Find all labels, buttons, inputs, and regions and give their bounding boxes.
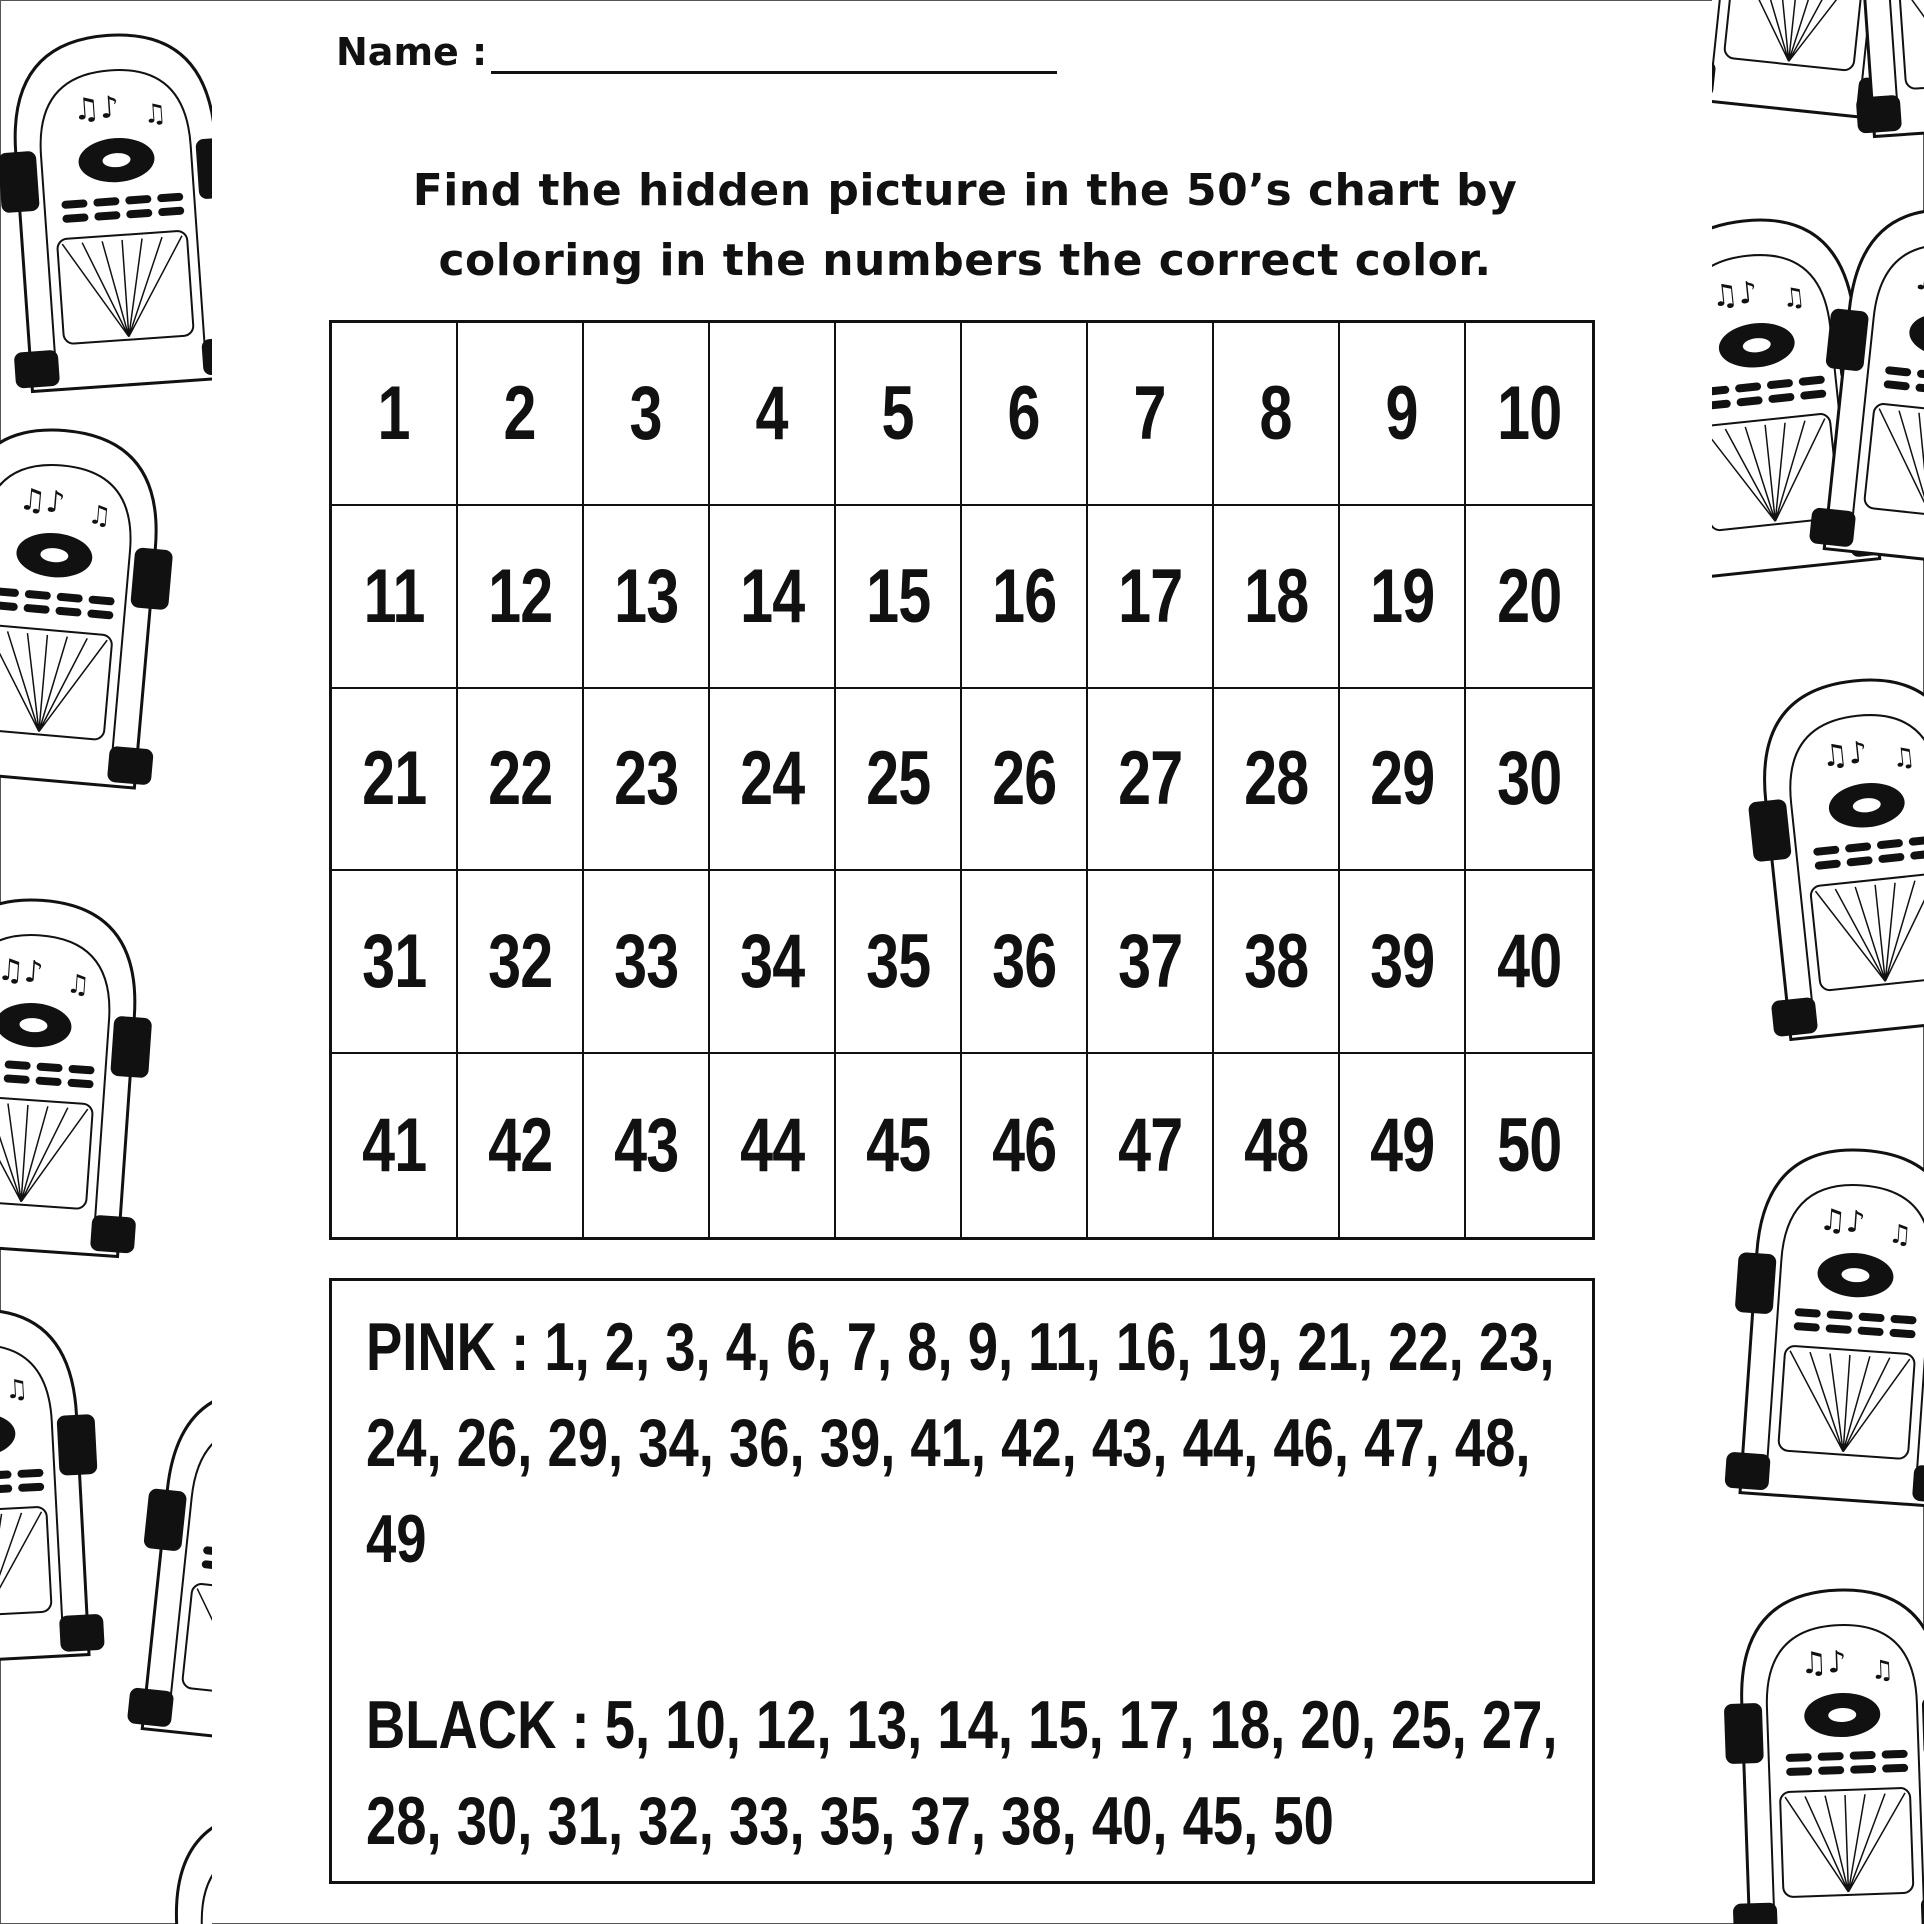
grid-cell-number: 30 bbox=[1496, 736, 1562, 822]
grid-cell[interactable] bbox=[962, 1054, 1088, 1237]
name-label: Name : bbox=[336, 30, 488, 74]
grid-cell[interactable] bbox=[710, 689, 836, 872]
grid-cell[interactable] bbox=[836, 871, 962, 1054]
grid-cell-number: 26 bbox=[991, 736, 1057, 822]
hundreds-chart-grid bbox=[329, 320, 1595, 1240]
grid-cell-number: 44 bbox=[739, 1103, 805, 1189]
grid-cell-number: 9 bbox=[1385, 370, 1419, 456]
grid-cell[interactable] bbox=[1214, 689, 1340, 872]
instructions-text: Find the hidden picture in the 50’s chart by coloring in the numbers the correct color. bbox=[412, 165, 1518, 286]
grid-cell-number: 22 bbox=[487, 736, 553, 822]
grid-cell[interactable] bbox=[1340, 871, 1466, 1054]
grid-cell-number: 16 bbox=[991, 553, 1057, 639]
grid-cell[interactable] bbox=[1340, 506, 1466, 689]
grid-cell-number: 50 bbox=[1496, 1103, 1562, 1189]
jukebox-border-right bbox=[1712, 0, 1924, 1924]
grid-cell[interactable] bbox=[1340, 323, 1466, 506]
grid-cell-number: 15 bbox=[865, 553, 931, 639]
grid-cell[interactable] bbox=[1466, 323, 1592, 506]
name-row bbox=[336, 30, 1057, 74]
grid-cell[interactable] bbox=[584, 871, 710, 1054]
grid-cell-number: 18 bbox=[1243, 553, 1309, 639]
grid-cell[interactable] bbox=[836, 689, 962, 872]
grid-cell-number: 28 bbox=[1243, 736, 1309, 822]
grid-cell[interactable] bbox=[332, 506, 458, 689]
grid-cell[interactable] bbox=[1088, 1054, 1214, 1237]
pink-key: PINK : 1, 2, 3, 4, 6, 7, 8, 9, 11, 16, 19, 21, 22, 23, 24, 26, 29, 34, 36, 39, 41, 42, 43, 44, 46, 47, 48, 49 bbox=[366, 1309, 1555, 1577]
jukebox-border-left bbox=[0, 0, 212, 1924]
grid-cell[interactable] bbox=[962, 323, 1088, 506]
grid-cell[interactable] bbox=[332, 871, 458, 1054]
grid-cell-number: 4 bbox=[755, 370, 789, 456]
grid-cell-number: 29 bbox=[1369, 736, 1435, 822]
grid-cell[interactable] bbox=[1088, 689, 1214, 872]
grid-cell-number: 1 bbox=[377, 370, 411, 456]
grid-cell[interactable] bbox=[584, 1054, 710, 1237]
grid-cell-number: 5 bbox=[881, 370, 915, 456]
grid-cell[interactable] bbox=[1466, 871, 1592, 1054]
grid-cell-number: 20 bbox=[1496, 553, 1562, 639]
grid-cell[interactable] bbox=[710, 871, 836, 1054]
grid-cell-number: 43 bbox=[613, 1103, 679, 1189]
grid-cell[interactable] bbox=[1088, 323, 1214, 506]
grid-cell-number: 42 bbox=[487, 1103, 553, 1189]
grid-cell-number: 14 bbox=[739, 553, 805, 639]
grid-cell[interactable] bbox=[332, 689, 458, 872]
grid-cell-number: 37 bbox=[1117, 919, 1183, 1005]
grid-cell-number: 45 bbox=[865, 1103, 931, 1189]
grid-cell[interactable] bbox=[962, 506, 1088, 689]
grid-cell-number: 2 bbox=[503, 370, 537, 456]
grid-cell-number: 24 bbox=[739, 736, 805, 822]
grid-cell-number: 31 bbox=[361, 919, 427, 1005]
grid-cell[interactable] bbox=[1214, 1054, 1340, 1237]
grid-cell[interactable] bbox=[1088, 506, 1214, 689]
grid-cell-number: 35 bbox=[865, 919, 931, 1005]
grid-cell-number: 48 bbox=[1243, 1103, 1309, 1189]
grid-cell[interactable] bbox=[1466, 506, 1592, 689]
grid-cell[interactable] bbox=[1088, 871, 1214, 1054]
grid-cell-number: 32 bbox=[487, 919, 553, 1005]
grid-cell-number: 21 bbox=[361, 736, 427, 822]
grid-cell-number: 17 bbox=[1117, 553, 1183, 639]
grid-cell-number: 49 bbox=[1369, 1103, 1435, 1189]
grid-cell-number: 27 bbox=[1117, 736, 1183, 822]
grid-cell[interactable] bbox=[710, 323, 836, 506]
grid-cell[interactable] bbox=[458, 871, 584, 1054]
grid-cell-number: 13 bbox=[613, 553, 679, 639]
grid-cell-number: 8 bbox=[1259, 370, 1293, 456]
grid-cell[interactable] bbox=[1340, 1054, 1466, 1237]
grid-cell-number: 38 bbox=[1243, 919, 1309, 1005]
grid-cell-number: 39 bbox=[1369, 919, 1435, 1005]
grid-cell-number: 23 bbox=[613, 736, 679, 822]
grid-cell-number: 11 bbox=[363, 553, 425, 639]
grid-cell-number: 33 bbox=[613, 919, 679, 1005]
grid-cell-number: 47 bbox=[1117, 1103, 1183, 1189]
grid-cell[interactable] bbox=[458, 323, 584, 506]
jukebox-pattern-right bbox=[1712, 0, 1924, 1924]
grid-cell-number: 6 bbox=[1007, 370, 1041, 456]
grid-cell-number: 40 bbox=[1496, 919, 1562, 1005]
black-key: BLACK : 5, 10, 12, 13, 14, 15, 17, 18, 20, 25, 27, 28, 30, 31, 32, 33, 35, 37, 38, 40, 45, 50 bbox=[366, 1687, 1558, 1859]
grid-cell[interactable] bbox=[710, 506, 836, 689]
grid-cell-number: 12 bbox=[487, 553, 553, 639]
grid-cell[interactable] bbox=[1340, 689, 1466, 872]
grid-cell-number: 34 bbox=[739, 919, 805, 1005]
grid-cell[interactable] bbox=[836, 1054, 962, 1237]
jukebox-pattern-left bbox=[0, 0, 212, 1924]
grid-cell[interactable] bbox=[962, 689, 1088, 872]
grid-cell[interactable] bbox=[1214, 323, 1340, 506]
grid-cell[interactable] bbox=[458, 689, 584, 872]
grid-cell[interactable] bbox=[332, 323, 458, 506]
grid-cell-number: 36 bbox=[991, 919, 1057, 1005]
grid-cell[interactable] bbox=[458, 506, 584, 689]
color-key-box bbox=[329, 1278, 1595, 1884]
grid-cell[interactable] bbox=[1466, 1054, 1592, 1237]
grid-cell-number: 46 bbox=[991, 1103, 1057, 1189]
grid-cell[interactable] bbox=[584, 689, 710, 872]
grid-cell[interactable] bbox=[1466, 689, 1592, 872]
grid-cell[interactable] bbox=[332, 1054, 458, 1237]
grid-cell[interactable] bbox=[836, 323, 962, 506]
grid-cell-number: 3 bbox=[629, 370, 663, 456]
grid-cell[interactable] bbox=[584, 323, 710, 506]
grid-cell[interactable] bbox=[710, 1054, 836, 1237]
grid-cell[interactable] bbox=[836, 506, 962, 689]
grid-cell[interactable] bbox=[962, 871, 1088, 1054]
grid-cell-number: 25 bbox=[865, 736, 931, 822]
grid-cell-number: 10 bbox=[1496, 370, 1562, 456]
grid-cell[interactable] bbox=[1214, 506, 1340, 689]
grid-cell-number: 7 bbox=[1133, 370, 1167, 456]
grid-cell[interactable] bbox=[458, 1054, 584, 1237]
grid-cell[interactable] bbox=[584, 506, 710, 689]
grid-cell[interactable] bbox=[1214, 871, 1340, 1054]
name-write-line[interactable] bbox=[491, 31, 1057, 74]
grid-cell-number: 41 bbox=[361, 1103, 427, 1189]
grid-cell-number: 19 bbox=[1369, 553, 1435, 639]
